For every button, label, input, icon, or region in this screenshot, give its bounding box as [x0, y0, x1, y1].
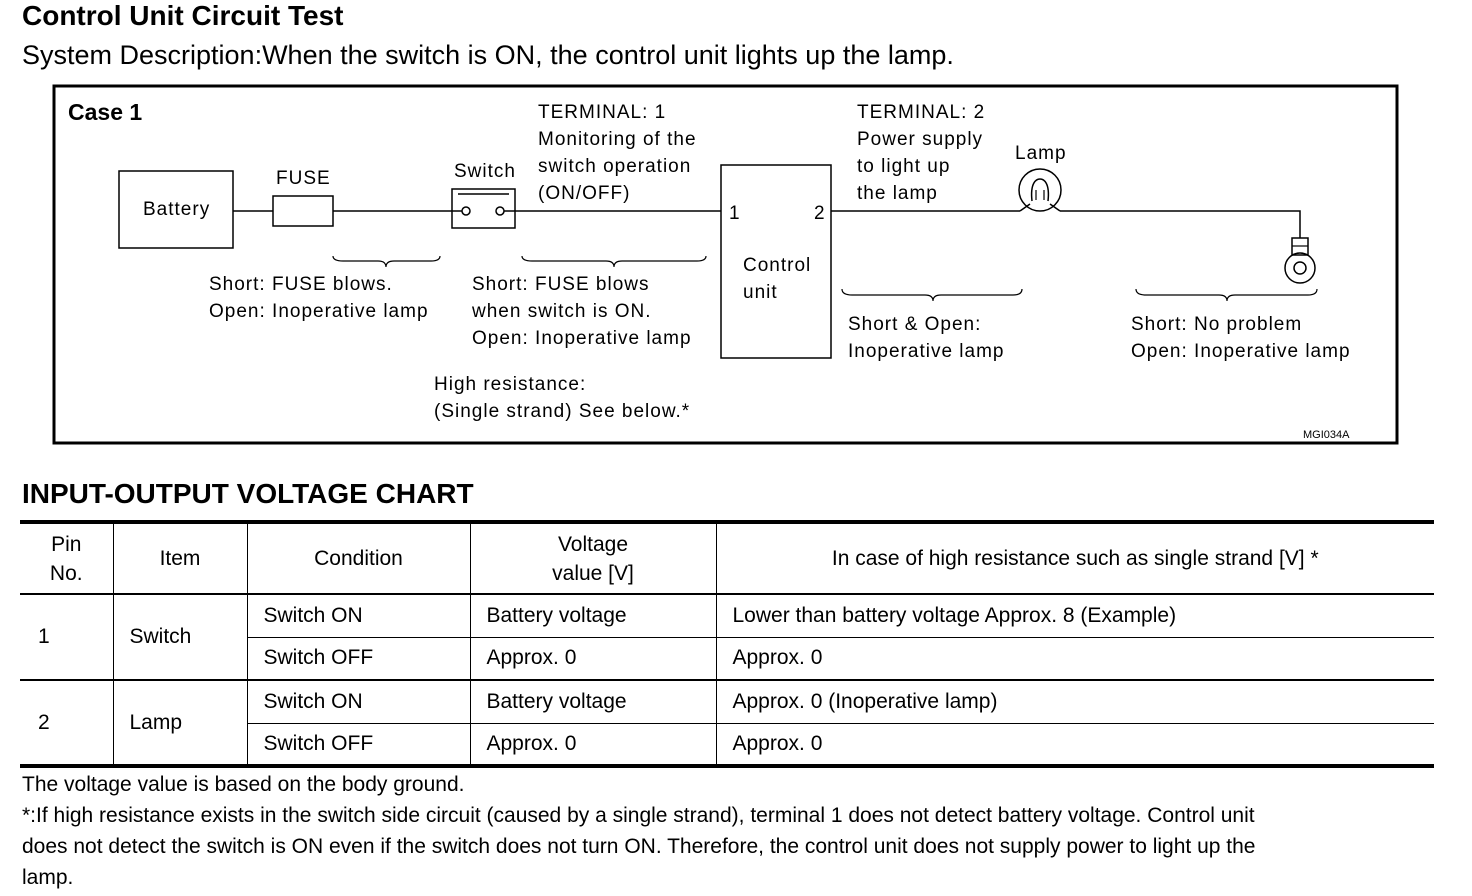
chart-title: INPUT-OUTPUT VOLTAGE CHART — [22, 478, 474, 509]
brace-fuse-switch — [333, 256, 440, 267]
condition-cell: Switch ON — [247, 680, 470, 723]
item-cell: Switch — [113, 594, 247, 680]
note-fuse-line2: Open: Inoperative lamp — [209, 301, 429, 322]
control-unit-line2: unit — [743, 282, 778, 303]
figure-code: MGI034A — [1303, 429, 1350, 441]
brace-ground — [1136, 289, 1317, 301]
header-pin: Pin No. — [20, 522, 113, 594]
page-title: Control Unit Circuit Test — [22, 0, 344, 31]
note-footnote-line3: lamp. — [22, 866, 74, 889]
header-item: Item — [113, 522, 247, 594]
pin1-label: 1 — [729, 203, 741, 224]
note-highres-line2: (Single strand) See below.* — [434, 401, 691, 422]
high-res-cell: Approx. 0 — [716, 637, 1434, 680]
terminal1-line3: switch operation — [538, 156, 692, 177]
note-ground-line2: Open: Inoperative lamp — [1131, 341, 1351, 362]
battery-label: Battery — [143, 199, 211, 220]
pin-cell: 2 — [20, 680, 113, 766]
brace-cu-lamp — [842, 289, 1022, 301]
note-switch-line3: Open: Inoperative lamp — [472, 328, 692, 349]
lamp-label: Lamp — [1015, 143, 1067, 164]
high-res-cell: Approx. 0 (Inoperative lamp) — [716, 680, 1434, 723]
ground-icon — [1285, 238, 1315, 283]
table-row — [20, 594, 1434, 637]
note-highres-line1: High resistance: — [434, 374, 587, 395]
terminal2-line3: to light up — [857, 156, 951, 177]
header-condition: Condition — [247, 522, 470, 594]
pin2-label: 2 — [814, 203, 826, 224]
condition-cell: Switch OFF — [247, 637, 470, 680]
terminal2-line2: Power supply — [857, 129, 984, 150]
note-ground-line1: Short: No problem — [1131, 314, 1303, 335]
case-label: Case 1 — [68, 99, 143, 125]
note-cu-lamp-line1: Short & Open: — [848, 314, 982, 335]
pin-cell: 1 — [20, 594, 113, 680]
wire-lamp-ground — [1060, 211, 1300, 238]
system-description: System Description:When the switch is ON, the control unit lights up the lamp. — [22, 40, 954, 70]
switch-label: Switch — [454, 161, 516, 182]
high-res-cell: Approx. 0 — [716, 723, 1434, 766]
item-cell: Lamp — [113, 680, 247, 766]
voltage-cell: Battery voltage — [470, 594, 716, 637]
voltage-cell: Battery voltage — [470, 680, 716, 723]
note-ground-reference: The voltage value is based on the body ground. — [22, 773, 465, 796]
fuse-symbol — [273, 196, 333, 226]
header-high-resistance: In case of high resistance such as single strand [V] * — [716, 522, 1434, 594]
diagram-frame — [54, 86, 1397, 443]
terminal1-line4: (ON/OFF) — [538, 183, 631, 204]
terminal1-line2: Monitoring of the — [538, 129, 697, 150]
condition-cell: Switch ON — [247, 594, 470, 637]
switch-symbol — [452, 189, 515, 228]
control-unit-line1: Control — [743, 255, 812, 276]
note-footnote-line1: *:If high resistance exists in the switch side circuit (caused by a single strand), terminal 1 does not detect battery voltage. Control unit — [22, 804, 1255, 827]
brace-switch-cu — [522, 256, 706, 267]
table-header-row — [20, 522, 1434, 594]
note-switch-line1: Short: FUSE blows — [472, 274, 650, 295]
note-fuse-line1: Short: FUSE blows. — [209, 274, 393, 295]
high-res-cell: Lower than battery voltage Approx. 8 (Example) — [716, 594, 1434, 637]
voltage-cell: Approx. 0 — [470, 637, 716, 680]
fuse-label: FUSE — [276, 168, 331, 189]
terminal2-line4: the lamp — [857, 183, 938, 204]
header-voltage: Voltage value [V] — [470, 522, 716, 594]
voltage-cell: Approx. 0 — [470, 723, 716, 766]
lamp-icon — [1019, 169, 1061, 211]
table-row — [20, 680, 1434, 723]
note-switch-line2: when switch is ON. — [472, 301, 652, 322]
condition-cell: Switch OFF — [247, 723, 470, 766]
note-footnote-line2: does not detect the switch is ON even if the switch does not turn ON. Therefore, the control unit does not supply power to light up the — [22, 835, 1256, 858]
terminal1-line1: TERMINAL: 1 — [538, 102, 667, 123]
terminal2-line1: TERMINAL: 2 — [857, 102, 986, 123]
note-cu-lamp-line2: Inoperative lamp — [848, 341, 1005, 362]
voltage-table — [20, 520, 1434, 768]
